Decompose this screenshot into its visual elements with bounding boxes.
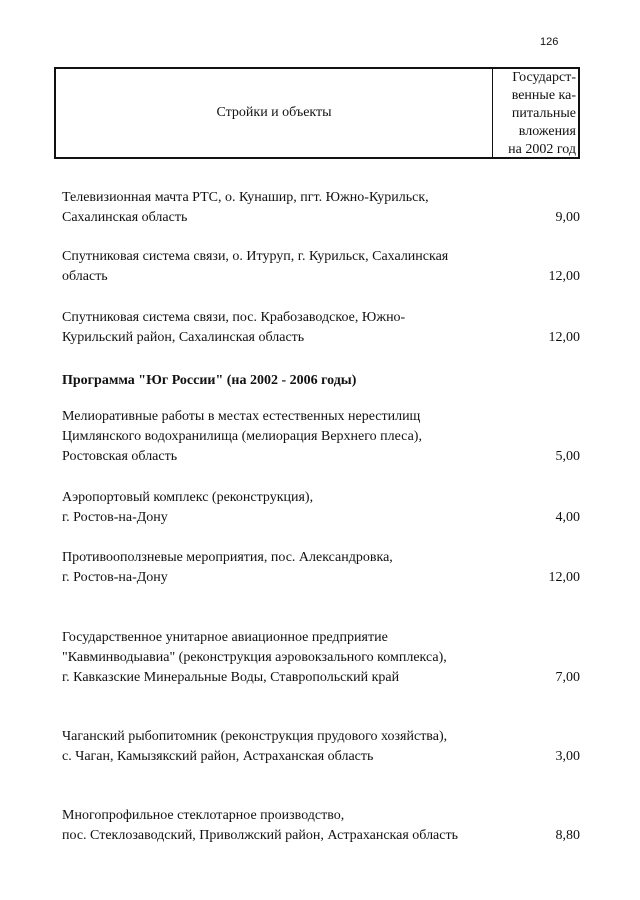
row-description-line: с. Чаган, Камызякский район, Астраханская область xyxy=(62,749,374,764)
row-description-line: Аэропортовый комплекс (реконструкция), xyxy=(62,490,314,505)
row-description-line: г. Ростов-на-Дону xyxy=(62,510,168,525)
row-description-line: пос. Стеклозаводский, Приволжский район, Астраханская область xyxy=(62,828,458,843)
header-investment-line: вложения xyxy=(518,124,576,139)
table-row xyxy=(62,806,580,846)
row-description xyxy=(62,727,492,767)
table-row xyxy=(62,308,580,348)
row-description-line: Спутниковая система связи, пос. Крабозаводское, Южно- xyxy=(62,310,406,325)
row-description-line: область xyxy=(62,269,108,284)
table-row xyxy=(62,188,580,228)
row-description-line: г. Ростов-на-Дону xyxy=(62,570,168,585)
row-value: 12,00 xyxy=(548,330,580,345)
header-investment-line: питальные xyxy=(511,106,576,121)
row-description-line: Государственное унитарное авиационное предприятие xyxy=(62,630,388,645)
row-description xyxy=(62,806,492,846)
row-value: 4,00 xyxy=(555,510,580,525)
table-row xyxy=(62,407,580,467)
page-number: 126 xyxy=(540,36,559,48)
row-value: 12,00 xyxy=(548,570,580,585)
row-description-line: Чаганский рыбопитомник (реконструкция прудового хозяйства), xyxy=(62,729,448,744)
row-description-line: Спутниковая система связи, о. Итуруп, г. Курильск, Сахалинская xyxy=(62,249,449,264)
row-value: 9,00 xyxy=(555,210,580,225)
row-description xyxy=(62,548,492,588)
section-heading: Программа "Юг России" (на 2002 - 2006 годы) xyxy=(62,373,357,388)
row-description-line: "Кавминводыавиа" (реконструкция аэровокзального комплекса), xyxy=(62,650,447,665)
table-row xyxy=(62,247,580,287)
row-description-line: Многопрофильное стеклотарное производство, xyxy=(62,808,345,823)
row-description-line: Ростовская область xyxy=(62,449,178,464)
table-row xyxy=(62,548,580,588)
row-description-line: г. Кавказские Минеральные Воды, Ставропольский край xyxy=(62,670,400,685)
table-row xyxy=(62,628,580,688)
row-description-line: Мелиоративные работы в местах естественных нерестилищ xyxy=(62,409,421,424)
row-value: 3,00 xyxy=(555,749,580,764)
header-objects-column: Стройки и объекты xyxy=(216,105,332,120)
row-description xyxy=(62,488,492,528)
row-value: 7,00 xyxy=(555,670,580,685)
header-investment-column xyxy=(492,69,578,157)
row-description-line: Цимлянского водохранилища (мелиорация Верхнего плеса), xyxy=(62,429,422,444)
row-value: 12,00 xyxy=(548,269,580,284)
row-description xyxy=(62,247,492,287)
row-description-line: Противооползневые мероприятия, пос. Александровка, xyxy=(62,550,393,565)
row-value: 5,00 xyxy=(555,449,580,464)
table-row xyxy=(62,727,580,767)
row-description xyxy=(62,308,492,348)
header-investment-line: венные ка- xyxy=(511,88,576,103)
table-row xyxy=(62,488,580,528)
row-description-line: Курильский район, Сахалинская область xyxy=(62,330,305,345)
row-description xyxy=(62,407,492,467)
header-investment-line: на 2002 год xyxy=(508,142,576,157)
row-value: 8,80 xyxy=(555,828,580,843)
row-description xyxy=(62,188,492,228)
row-description-line: Телевизионная мачта РТС, о. Кунашир, пгт. Южно-Курильск, xyxy=(62,190,429,205)
header-investment-line: Государст- xyxy=(512,70,576,85)
table-header xyxy=(54,67,580,159)
row-description-line: Сахалинская область xyxy=(62,210,188,225)
row-description xyxy=(62,628,492,688)
